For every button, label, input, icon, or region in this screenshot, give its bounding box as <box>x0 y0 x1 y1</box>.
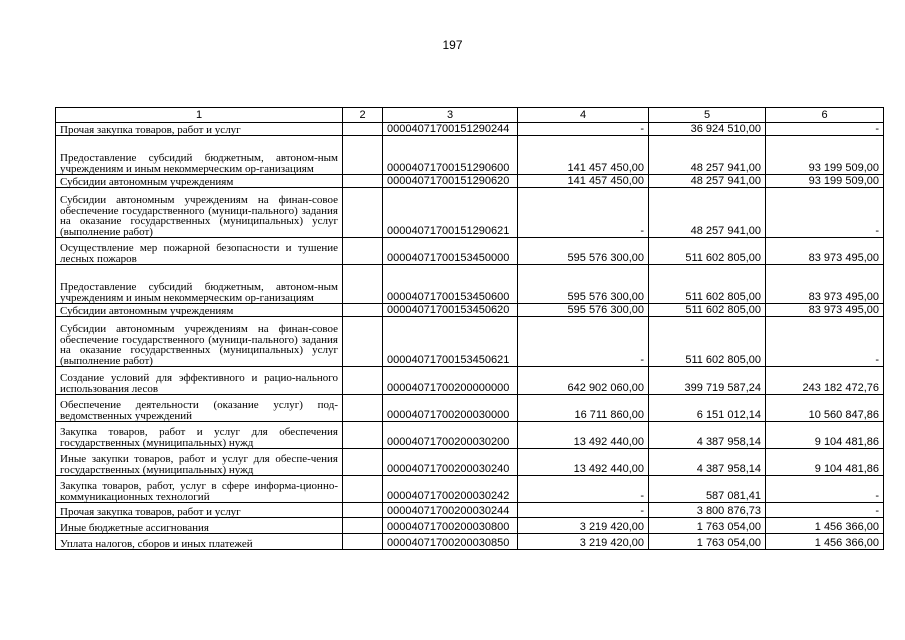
row-name: Предоставление субсидий бюджетным, автоном-ным учреждениям и иным некоммерческим ор-ганизациям <box>56 265 343 304</box>
row-name: Закупка товаров, работ и услуг для обеспечения государственных (муниципальных) нужд <box>56 422 343 449</box>
row-col2 <box>343 449 383 476</box>
row-value-col5: 3 800 876,73 <box>649 503 766 518</box>
row-value-col6: 83 973 495,00 <box>766 304 884 317</box>
row-value-col4: 141 457 450,00 <box>518 136 649 175</box>
table-row <box>56 534 884 550</box>
row-value-col4: 3 219 420,00 <box>518 534 649 550</box>
row-value-col6: 243 182 472,76 <box>766 367 884 395</box>
row-code: 00004071700200030244 <box>383 503 518 518</box>
table-row <box>56 123 884 136</box>
row-value-col4: 13 492 440,00 <box>518 449 649 476</box>
row-col2 <box>343 518 383 534</box>
row-value-col4: 595 576 300,00 <box>518 265 649 304</box>
row-code: 00004071700151290621 <box>383 188 518 238</box>
row-value-col5: 1 763 054,00 <box>649 534 766 550</box>
row-col2 <box>343 188 383 238</box>
row-value-col6: 9 104 481,86 <box>766 449 884 476</box>
table-header-row <box>56 108 884 123</box>
row-value-col5: 48 257 941,00 <box>649 188 766 238</box>
row-value-col6: 83 973 495,00 <box>766 265 884 304</box>
table-row <box>56 175 884 188</box>
table-row <box>56 188 884 238</box>
row-value-col6: - <box>766 476 884 503</box>
row-value-col5: 587 081,41 <box>649 476 766 503</box>
row-value-col5: 511 602 805,00 <box>649 238 766 265</box>
row-col2 <box>343 304 383 317</box>
row-col2 <box>343 175 383 188</box>
row-name: Осуществление мер пожарной безопасности и тушение лесных пожаров <box>56 238 343 265</box>
row-code: 00004071700151290600 <box>383 136 518 175</box>
row-col2 <box>343 367 383 395</box>
row-value-col6: - <box>766 123 884 136</box>
row-code: 00004071700200030200 <box>383 422 518 449</box>
row-code: 00004071700151290620 <box>383 175 518 188</box>
column-header: 5 <box>649 108 766 123</box>
row-value-col5: 48 257 941,00 <box>649 136 766 175</box>
row-value-col6: 1 456 366,00 <box>766 518 884 534</box>
table-row <box>56 518 884 534</box>
row-col2 <box>343 265 383 304</box>
row-value-col5: 4 387 958,14 <box>649 449 766 476</box>
row-name: Создание условий для эффективного и рацио-нального использования лесов <box>56 367 343 395</box>
row-name: Прочая закупка товаров, работ и услуг <box>56 123 343 136</box>
table-row <box>56 317 884 367</box>
row-name: Обеспечение деятельности (оказание услуг) под-ведомственных учреждений <box>56 395 343 422</box>
row-col2 <box>343 123 383 136</box>
row-value-col6: - <box>766 317 884 367</box>
row-col2 <box>343 317 383 367</box>
table-row <box>56 265 884 304</box>
row-value-col5: 511 602 805,00 <box>649 265 766 304</box>
row-value-col4: - <box>518 317 649 367</box>
row-value-col4: - <box>518 476 649 503</box>
row-value-col4: 141 457 450,00 <box>518 175 649 188</box>
row-col2 <box>343 395 383 422</box>
row-value-col5: 48 257 941,00 <box>649 175 766 188</box>
row-value-col6: 9 104 481,86 <box>766 422 884 449</box>
row-code: 00004071700200030240 <box>383 449 518 476</box>
column-header: 4 <box>518 108 649 123</box>
row-code: 00004071700153450621 <box>383 317 518 367</box>
row-code: 00004071700200030242 <box>383 476 518 503</box>
row-value-col4: 16 711 860,00 <box>518 395 649 422</box>
row-value-col5: 1 763 054,00 <box>649 518 766 534</box>
row-code: 00004071700153450000 <box>383 238 518 265</box>
budget-table <box>55 107 884 550</box>
table-row <box>56 395 884 422</box>
table-row <box>56 422 884 449</box>
row-value-col4: 3 219 420,00 <box>518 518 649 534</box>
row-col2 <box>343 503 383 518</box>
row-name: Предоставление субсидий бюджетным, автоном-ным учреждениям и иным некоммерческим ор-ганизациям <box>56 136 343 175</box>
row-value-col4: 642 902 060,00 <box>518 367 649 395</box>
row-value-col4: 595 576 300,00 <box>518 304 649 317</box>
row-name: Субсидии автономным учреждениям <box>56 304 343 317</box>
table-row <box>56 367 884 395</box>
row-value-col5: 399 719 587,24 <box>649 367 766 395</box>
row-code: 00004071700200030000 <box>383 395 518 422</box>
row-name: Закупка товаров, работ, услуг в сфере информа-ционно-коммуникационных технологий <box>56 476 343 503</box>
row-value-col5: 511 602 805,00 <box>649 317 766 367</box>
row-value-col6: 10 560 847,86 <box>766 395 884 422</box>
row-value-col5: 36 924 510,00 <box>649 123 766 136</box>
row-value-col6: 93 199 509,00 <box>766 136 884 175</box>
row-name: Прочая закупка товаров, работ и услуг <box>56 503 343 518</box>
row-name: Иные бюджетные ассигнования <box>56 518 343 534</box>
row-value-col4: 13 492 440,00 <box>518 422 649 449</box>
table-row <box>56 304 884 317</box>
table-row <box>56 476 884 503</box>
row-name: Иные закупки товаров, работ и услуг для обеспе-чения государственных (муниципальных) нужд <box>56 449 343 476</box>
row-code: 00004071700200030850 <box>383 534 518 550</box>
row-name: Уплата налогов, сборов и иных платежей <box>56 534 343 550</box>
column-header: 3 <box>383 108 518 123</box>
row-value-col6: 93 199 509,00 <box>766 175 884 188</box>
row-col2 <box>343 136 383 175</box>
column-header: 1 <box>56 108 343 123</box>
table-row <box>56 136 884 175</box>
row-name: Субсидии автономным учреждениям <box>56 175 343 188</box>
row-name: Субсидии автономным учреждениям на финан-совое обеспечение государственного (муници-пального) задания на оказание государственных (муниципальных) услуг (выполнение работ) <box>56 317 343 367</box>
column-header: 2 <box>343 108 383 123</box>
row-value-col6: 83 973 495,00 <box>766 238 884 265</box>
row-code: 00004071700200000000 <box>383 367 518 395</box>
row-value-col5: 6 151 012,14 <box>649 395 766 422</box>
row-value-col5: 4 387 958,14 <box>649 422 766 449</box>
row-value-col6: - <box>766 188 884 238</box>
row-value-col4: - <box>518 188 649 238</box>
table-row <box>56 503 884 518</box>
row-code: 00004071700151290244 <box>383 123 518 136</box>
row-value-col4: - <box>518 123 649 136</box>
row-col2 <box>343 476 383 503</box>
row-value-col4: 595 576 300,00 <box>518 238 649 265</box>
row-col2 <box>343 422 383 449</box>
row-value-col4: - <box>518 503 649 518</box>
page-number: 197 <box>442 38 463 52</box>
row-code: 00004071700153450620 <box>383 304 518 317</box>
row-value-col6: - <box>766 503 884 518</box>
row-name: Субсидии автономным учреждениям на финан-совое обеспечение государственного (муници-пального) задания на оказание государственных (муниципальных) услуг (выполнение работ) <box>56 188 343 238</box>
row-code: 00004071700153450600 <box>383 265 518 304</box>
row-value-col5: 511 602 805,00 <box>649 304 766 317</box>
table-row <box>56 238 884 265</box>
row-col2 <box>343 238 383 265</box>
row-col2 <box>343 534 383 550</box>
column-header: 6 <box>766 108 884 123</box>
row-code: 00004071700200030800 <box>383 518 518 534</box>
table-row <box>56 449 884 476</box>
row-value-col6: 1 456 366,00 <box>766 534 884 550</box>
